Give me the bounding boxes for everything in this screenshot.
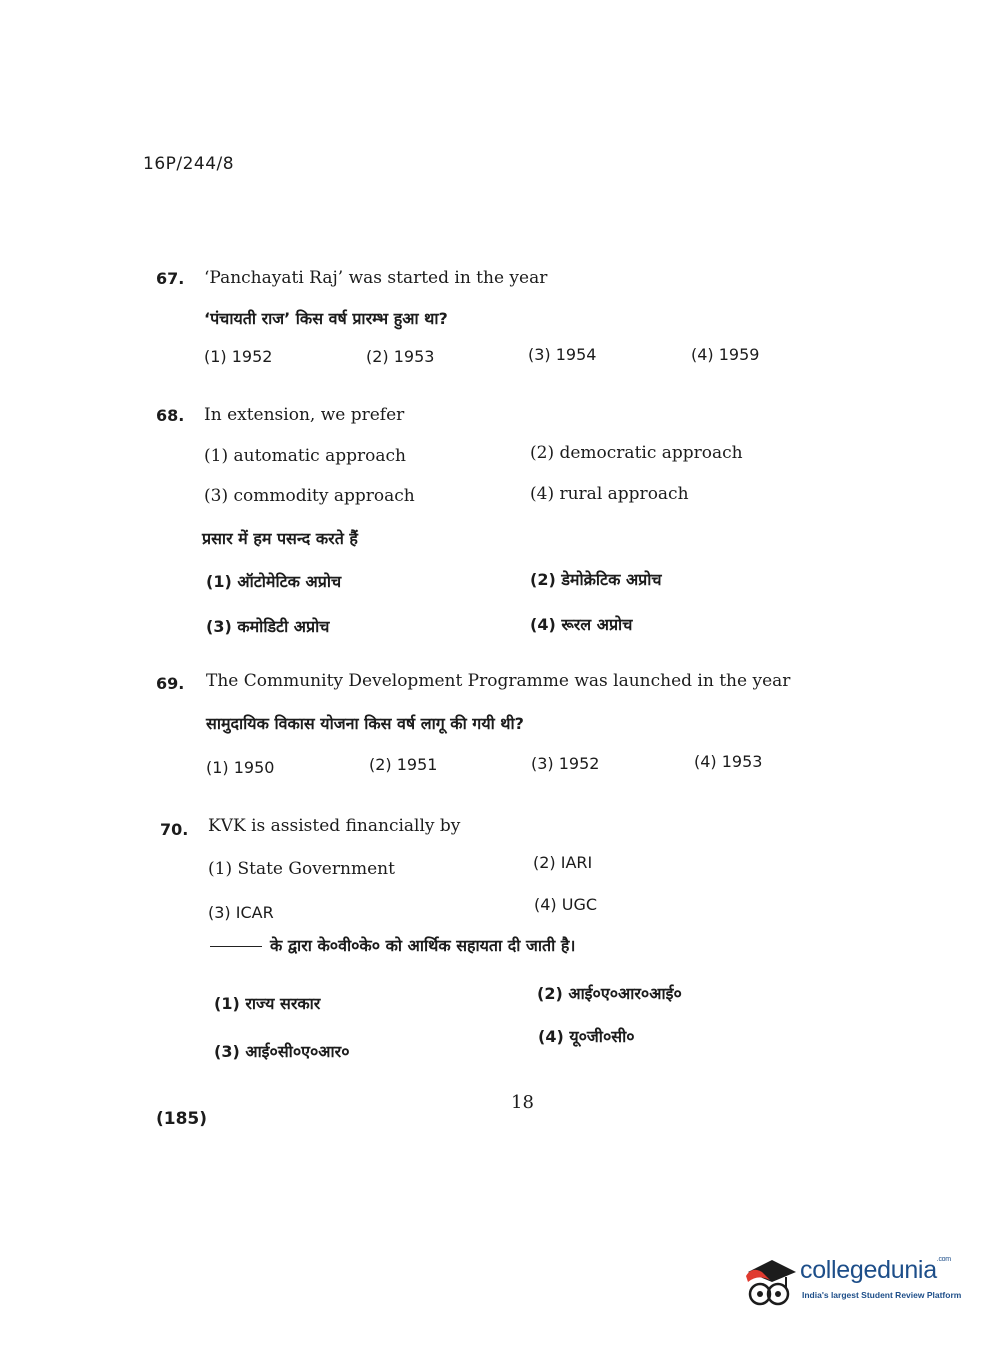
logo-suffix: .com xyxy=(936,1256,951,1263)
option-hi-2: (2) आई०ए०आर०आई० xyxy=(537,984,682,1003)
logo-wordmark xyxy=(800,1256,951,1285)
option-en-2: (2) IARI xyxy=(533,853,593,872)
question-text-hi: प्रसार में हम पसन्द करते हैं xyxy=(202,529,358,548)
option-en-4: (4) UGC xyxy=(534,895,598,914)
option-4: (4) 1953 xyxy=(694,752,763,771)
answer-blank xyxy=(210,946,262,947)
option-1: (1) 1950 xyxy=(206,758,275,777)
option-2: (2) 1953 xyxy=(366,347,435,366)
option-hi-2: (2) डेमोक्रेटिक अप्रोच xyxy=(530,570,662,589)
option-2: (2) 1951 xyxy=(369,755,438,774)
option-hi-1: (1) राज्य सरकार xyxy=(214,994,321,1013)
option-1: (1) 1952 xyxy=(204,347,273,366)
question-number: 67. xyxy=(156,269,185,288)
footer-code: (185) xyxy=(156,1109,208,1129)
option-hi-1: (1) ऑटोमेटिक अप्रोच xyxy=(206,572,342,591)
option-en-1: (1) automatic approach xyxy=(204,446,406,466)
question-text-en: KVK is assisted financially by xyxy=(208,816,461,836)
logo-name: collegedunia xyxy=(800,1256,937,1284)
option-en-3: (3) commodity approach xyxy=(204,486,415,506)
logo-tagline: India's largest Student Review Platform xyxy=(802,1290,962,1300)
question-text-hi xyxy=(210,934,575,956)
option-hi-3: (3) कमोडिटी अप्रोच xyxy=(206,617,330,636)
option-en-1: (1) State Government xyxy=(208,859,395,879)
question-number: 69. xyxy=(156,674,185,693)
option-4: (4) 1959 xyxy=(691,345,760,364)
option-en-3: (3) ICAR xyxy=(208,903,274,922)
option-3: (3) 1952 xyxy=(531,754,600,773)
option-hi-4: (4) रूरल अप्रोच xyxy=(530,615,633,634)
question-text-en: ‘Panchayati Raj’ was started in the year xyxy=(204,268,548,288)
question-text-hi: ‘पंचायती राज’ किस वर्ष प्रारम्भ हुआ था? xyxy=(204,309,448,328)
question-text-en: The Community Development Programme was launched in the year xyxy=(206,671,791,691)
question-text-hi: सामुदायिक विकास योजना किस वर्ष लागू की गयी थी? xyxy=(206,714,524,733)
paper-code: 16P/244/8 xyxy=(143,154,235,174)
option-en-2: (2) democratic approach xyxy=(530,443,743,463)
option-hi-4: (4) यू०जी०सी० xyxy=(538,1027,635,1046)
option-3: (3) 1954 xyxy=(528,345,597,364)
collegedunia-logo[interactable] xyxy=(742,1250,982,1312)
option-en-4: (4) rural approach xyxy=(530,484,689,504)
question-text-en: In extension, we prefer xyxy=(204,405,405,425)
question-number: 68. xyxy=(156,406,185,425)
mascot-icon xyxy=(742,1250,798,1310)
page-number: 18 xyxy=(511,1092,534,1113)
option-hi-3: (3) आई०सी०ए०आर० xyxy=(214,1042,350,1061)
question-number: 70. xyxy=(160,820,189,839)
question-text-hi-content: के द्वारा के०वी०के० को आर्थिक सहायता दी जाती है। xyxy=(270,936,576,955)
